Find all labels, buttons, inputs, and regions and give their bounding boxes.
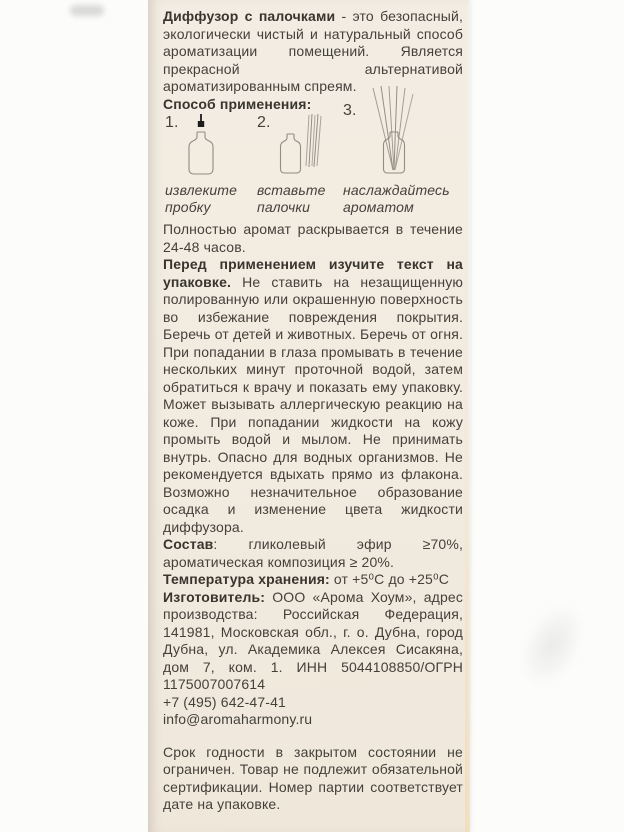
usage-step-3 <box>343 102 463 215</box>
manufacturer-paragraph <box>163 589 463 694</box>
step-number: 2. <box>257 114 271 131</box>
usage-heading: Способ применения: <box>163 95 312 112</box>
step-number: 1. <box>165 114 179 131</box>
warning-paragraph <box>163 256 463 536</box>
bottle-sticks-icon <box>277 114 329 176</box>
step-number: 3. <box>343 102 357 119</box>
step-caption: вставьте палочки <box>257 182 326 215</box>
warning-lead: Перед применением изучите текст на упаковке. <box>163 256 463 290</box>
phone-number: +7 (495) 642-47-41 <box>163 693 286 710</box>
warning-text: Не ставить на незащищенную полированную или окрашенную поверхность во избежание повреждения покрытия. Беречь от детей и животных. Беречь от огня. При попадании в глаза промывать в течение нескольких минут проточной водой, затем обратиться к врачу и показать ему упаковку. Может вызывать аллергическую реакцию на коже. При попадании жидкости на кожу промыть водой и мылом. Не принимать внутрь. Опасно для водных организмов. Не рекомендуется вдыхать прямо из флакона. Возможно незначительное образование осадка и изменение цвета жидкости диффузора. <box>163 273 463 535</box>
usage-step-1 <box>165 114 257 215</box>
composition-paragraph <box>163 536 463 571</box>
product-title: Диффузор с палочками <box>163 8 336 24</box>
bottle-cork-icon <box>185 114 217 176</box>
box-edge-highlight <box>465 380 470 832</box>
email-address: info@aromaharmony.ru <box>163 711 313 727</box>
storage-text: от +5⁰С до +25⁰С <box>333 571 449 587</box>
usage-step-2 <box>257 114 343 215</box>
storage-label: Температура хранения: <box>163 571 330 587</box>
reveal-paragraph: Полностью аромат раскрывается в течение 24-48 часов. <box>163 221 463 255</box>
shelf-life-paragraph: Срок годности в закрытом состоянии не ограничен. Товар не подлежит обязательной сертификации. Номер партии соответствует дате на упаковке. <box>163 743 463 812</box>
storage-paragraph <box>163 571 463 589</box>
manufacturer-text: ООО «Арома Хоум», адрес производства: Российская Федерация, 141981, Московская обл., г. о. Дубна, город Дубна, ул. Академика Алексея Сисакяна, дом 7, ком. 1. ИНН 5044108850/ОГРН 1175007007614 <box>163 588 463 692</box>
step-caption: извлеките пробку <box>165 182 238 215</box>
photo-shadow <box>507 592 598 697</box>
intro-paragraph <box>163 8 463 96</box>
diffuser-sticks-icon <box>363 86 425 176</box>
photo-smudge <box>70 5 104 16</box>
step-caption: наслаждайтесь ароматом <box>343 182 450 215</box>
intro-text: - это безопасный, экологически чистый и натуральный способ ароматизации помещений. Является прекрасной альтернативой ароматизированным спреям. <box>163 8 463 94</box>
manufacturer-label: Изготовитель: <box>163 588 266 605</box>
composition-text: : гликолевый эфир ≥70%, ароматическая композиция ≥ 20%. <box>163 536 463 570</box>
package-box-face <box>148 0 470 832</box>
composition-label: Состав <box>163 536 214 552</box>
label-text-block <box>163 8 463 814</box>
